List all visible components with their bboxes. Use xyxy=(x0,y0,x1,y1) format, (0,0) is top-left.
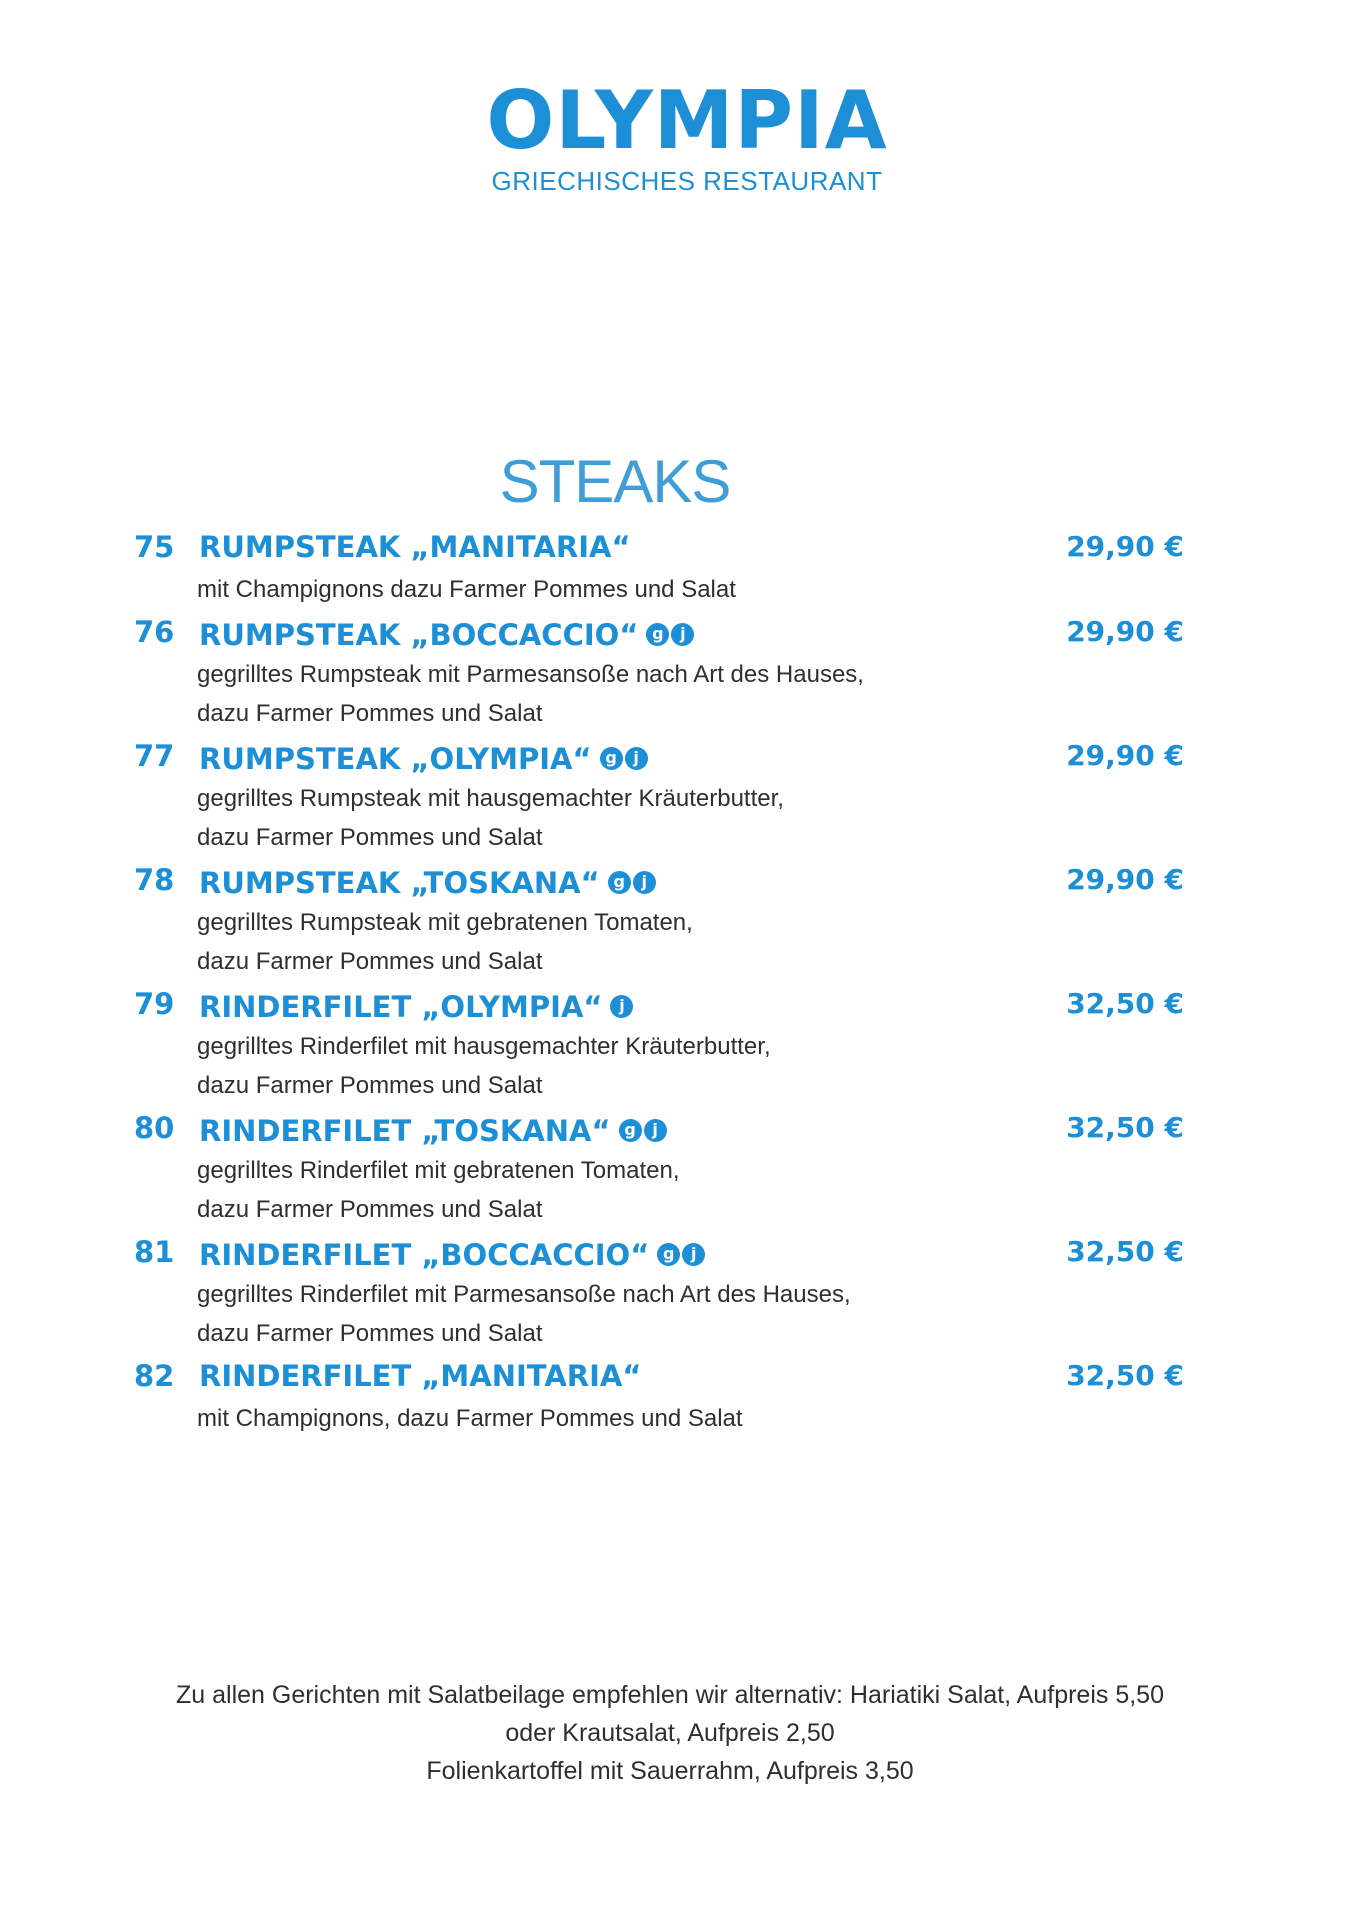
footer-line: oder Krautsalat, Aufpreis 2,50 xyxy=(505,1719,835,1747)
menu-item xyxy=(0,1105,1356,1229)
item-description-line: gegrilltes Rinderfilet mit gebratenen Tomaten, xyxy=(197,1157,680,1184)
item-description-line: gegrilltes Rinderfilet mit Parmesansoße nach Art des Hauses, xyxy=(197,1281,851,1308)
item-name xyxy=(199,613,694,654)
item-description-line: dazu Farmer Pommes und Salat xyxy=(197,1320,543,1347)
item-description-line: dazu Farmer Pommes und Salat xyxy=(197,700,543,727)
allergen-g-icon: g xyxy=(608,871,631,894)
footer-line: Folienkartoffel mit Sauerrahm, Aufpreis 3,50 xyxy=(426,1757,914,1785)
item-description-line: gegrilltes Rumpsteak mit hausgemachter Kräuterbutter, xyxy=(197,785,784,812)
item-description-line: dazu Farmer Pommes und Salat xyxy=(197,948,543,975)
item-name xyxy=(199,737,648,778)
menu-item xyxy=(0,733,1356,857)
item-number: 80 xyxy=(134,1111,175,1145)
allergen-g-icon: g xyxy=(657,1243,680,1266)
allergen-g-icon: g xyxy=(600,747,623,770)
allergen-j-icon: j xyxy=(610,995,633,1018)
item-name-text: RINDERFILET „OLYMPIA“ xyxy=(199,990,603,1024)
item-price: 29,90 € xyxy=(1066,615,1184,648)
logo-subtitle: GRIECHISCHES RESTAURANT xyxy=(491,166,883,196)
item-price: 32,50 € xyxy=(1066,1235,1184,1268)
item-name-text: RUMPSTEAK „BOCCACCIO“ xyxy=(199,618,639,652)
item-price: 29,90 € xyxy=(1066,530,1184,563)
menu-item xyxy=(0,1353,1356,1438)
item-price: 32,50 € xyxy=(1066,1111,1184,1144)
restaurant-logo xyxy=(0,74,1356,196)
item-number: 77 xyxy=(134,739,175,773)
item-number: 81 xyxy=(134,1235,175,1269)
item-description-line: gegrilltes Rinderfilet mit hausgemachter Kräuterbutter, xyxy=(197,1033,771,1060)
allergen-g-icon: g xyxy=(646,623,669,646)
item-name-text: RINDERFILET „TOSKANA“ xyxy=(199,1114,611,1148)
item-number: 78 xyxy=(134,863,175,897)
menu-item xyxy=(0,1229,1356,1353)
allergen-j-icon: j xyxy=(625,747,648,770)
logo-name: OLYMPIA xyxy=(486,74,888,167)
side-dish-note xyxy=(0,1676,1356,1790)
item-number: 76 xyxy=(134,615,175,649)
item-name xyxy=(199,1109,667,1150)
item-name xyxy=(199,1357,641,1395)
item-name-text: RUMPSTEAK „OLYMPIA“ xyxy=(199,742,592,776)
item-name-text: RUMPSTEAK „TOSKANA“ xyxy=(199,866,600,900)
item-price: 29,90 € xyxy=(1066,863,1184,896)
footer-line: Zu allen Gerichten mit Salatbeilage empfehlen wir alternativ: Hariatiki Salat, Aufpreis 5,50 xyxy=(175,1681,1164,1709)
item-description-line: dazu Farmer Pommes und Salat xyxy=(197,1072,543,1099)
menu-item xyxy=(0,609,1356,733)
item-number: 75 xyxy=(134,530,175,564)
allergen-j-icon: j xyxy=(682,1243,705,1266)
item-description-line: dazu Farmer Pommes und Salat xyxy=(197,1196,543,1223)
item-description-line: mit Champignons dazu Farmer Pommes und Salat xyxy=(197,576,736,603)
menu-list xyxy=(0,524,1356,1438)
item-name xyxy=(199,861,656,902)
section-title: STEAKS xyxy=(499,448,731,516)
menu-item xyxy=(0,981,1356,1105)
item-number: 79 xyxy=(134,987,175,1021)
menu-item xyxy=(0,857,1356,981)
item-name-text: RUMPSTEAK „MANITARIA“ xyxy=(199,530,631,564)
allergen-j-icon: j xyxy=(671,623,694,646)
allergen-j-icon: j xyxy=(644,1119,667,1142)
allergen-j-icon: j xyxy=(633,871,656,894)
item-description-line: gegrilltes Rumpsteak mit gebratenen Tomaten, xyxy=(197,909,693,936)
menu-item xyxy=(0,524,1356,609)
item-description-line: mit Champignons, dazu Farmer Pommes und Salat xyxy=(197,1405,743,1432)
item-name xyxy=(199,985,633,1026)
item-name xyxy=(199,528,631,566)
item-description-line: dazu Farmer Pommes und Salat xyxy=(197,824,543,851)
item-name-text: RINDERFILET „MANITARIA“ xyxy=(199,1359,642,1393)
item-price: 32,50 € xyxy=(1066,987,1184,1020)
item-price: 32,50 € xyxy=(1066,1359,1184,1392)
allergen-g-icon: g xyxy=(619,1119,642,1142)
item-number: 82 xyxy=(134,1359,175,1393)
item-name xyxy=(199,1233,705,1274)
item-description-line: gegrilltes Rumpsteak mit Parmesansoße nach Art des Hauses, xyxy=(197,661,864,688)
item-name-text: RINDERFILET „BOCCACCIO“ xyxy=(199,1238,650,1272)
item-price: 29,90 € xyxy=(1066,739,1184,772)
